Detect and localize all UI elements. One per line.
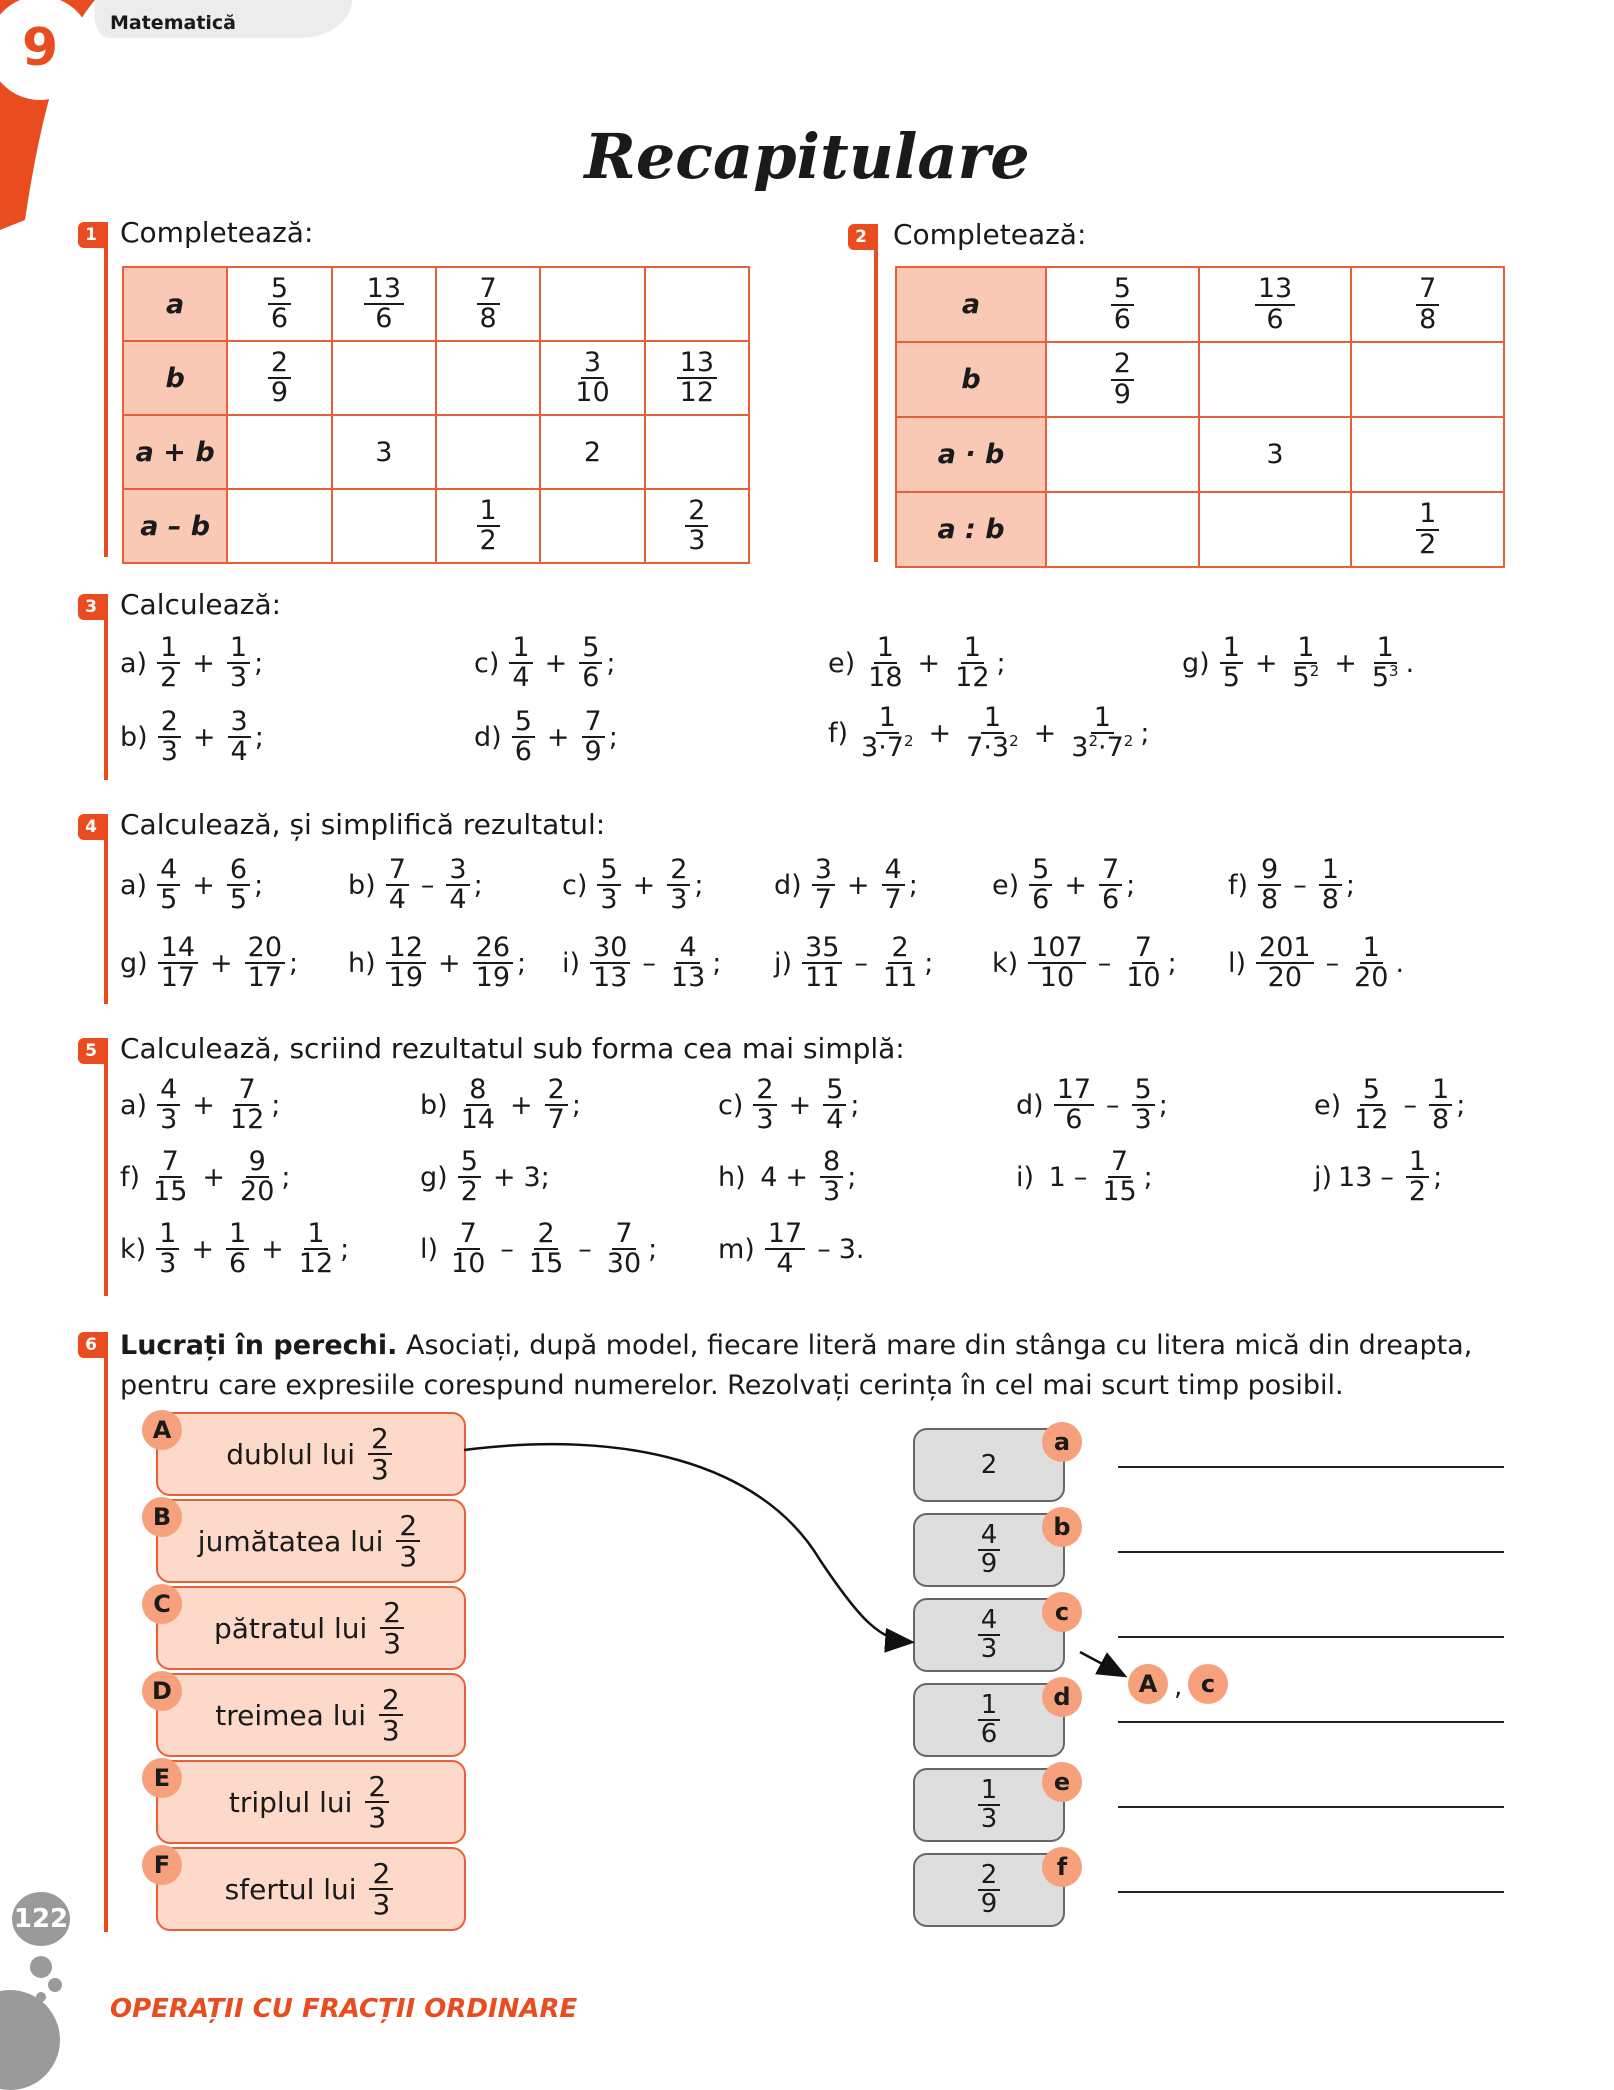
table-cell[interactable] (332, 341, 436, 415)
row-header: a · b (896, 417, 1046, 492)
exercise-bar (104, 1332, 108, 1932)
ex3-g: g) 1 5 + $\frac{1}{5^2}$ + $\frac{1}{5^3}$ . (1182, 632, 1415, 694)
table-cell[interactable] (645, 415, 749, 489)
table-cell[interactable] (1351, 417, 1504, 492)
table-cell[interactable]: $\frac{13}{6}$ (1199, 267, 1352, 342)
table-row (123, 489, 749, 563)
footer-dot (30, 1956, 52, 1978)
letter-badge: C (142, 1584, 182, 1624)
ex3-f: f) 1 $3\cdot 7^2$ + $\frac{1}{7\cdot 3^2}$ + $\frac{1}{3^2\cdot 7^2}$ ; (828, 702, 1150, 764)
example-separator: , (1174, 1672, 1183, 1702)
table-cell[interactable]: $\frac{7}{8}$ (1351, 267, 1504, 342)
ex5-a: a) 4 3 + $\frac{7}{12}$ ; (120, 1074, 281, 1136)
expression-box[interactable]: treimea lui 2 3 (156, 1673, 466, 1757)
table-row (896, 267, 1504, 342)
table-cell[interactable] (1199, 342, 1352, 417)
ex5-d: d) 17 6 – 5 3 ; (1016, 1074, 1168, 1136)
table-cell[interactable] (1046, 417, 1199, 492)
ex5-b: b) 8 14 + $\frac{2}{7}$ ; (420, 1074, 581, 1136)
ex3-b: b) 2 3 + $\frac{3}{4}$ ; (120, 706, 264, 768)
table-cell[interactable]: $\frac{13}{6}$ (332, 267, 436, 341)
ex5-g: g) 5 2 + 3; (420, 1146, 550, 1208)
table-cell[interactable]: $\frac{1}{2}$ (1351, 492, 1504, 567)
exercise-bar (104, 1038, 108, 1296)
table-cell[interactable] (227, 415, 331, 489)
row-header: b (896, 342, 1046, 417)
table-cell[interactable] (540, 267, 644, 341)
value-box[interactable]: 2 9 (913, 1853, 1065, 1927)
ex4-f: f) 9 8 – 1 8 ; (1228, 854, 1356, 916)
table-cell[interactable]: $\frac{2}{9}$ (227, 341, 331, 415)
value-box[interactable]: 1 3 (913, 1768, 1065, 1842)
exercise-bar (874, 224, 878, 562)
table-cell[interactable] (1351, 342, 1504, 417)
letter-badge: E (142, 1758, 182, 1798)
ex5-f: f) 7 15 + $\frac{9}{20}$ ; (120, 1146, 291, 1208)
footer-dot (48, 1978, 62, 1992)
table-row (123, 267, 749, 341)
answer-line[interactable] (1118, 1806, 1504, 1808)
table-cell[interactable] (1199, 492, 1352, 567)
row-header: a – b (123, 489, 227, 563)
table-cell[interactable]: $\frac{1}{2}$ (436, 489, 540, 563)
row-header: a (123, 267, 227, 341)
table-cell[interactable]: $\frac{7}{8}$ (436, 267, 540, 341)
ex3-e: e) 1 18 + $\frac{1}{12}$ ; (828, 632, 1006, 694)
exercise-title: Calculează, scriind rezultatul sub forma cea mai simplă: (120, 1032, 905, 1065)
table-a-times-div-b (895, 266, 1505, 568)
expression-box[interactable]: dublul lui 2 3 (156, 1412, 466, 1496)
table-cell[interactable]: 2 (540, 415, 644, 489)
value-box[interactable]: 4 9 (913, 1513, 1065, 1587)
exercise-bar (104, 222, 108, 557)
exercise-number: 5 (78, 1038, 104, 1064)
ex4-a: a) 4 5 + $\frac{6}{5}$ ; (120, 854, 264, 916)
ex5-l: l) 7 10 – 2 15 – 7 30 ; (420, 1218, 658, 1280)
example-lower-letter: c (1188, 1664, 1228, 1704)
row-header: b (123, 341, 227, 415)
ex4-j: j) 35 11 – 2 11 ; (774, 932, 934, 994)
letter-badge: D (142, 1671, 182, 1711)
ex5-h: h) 4 + $\frac{8}{3}$ ; (718, 1146, 857, 1208)
table-cell[interactable] (1046, 492, 1199, 567)
exercise-title: Calculează: (120, 588, 282, 621)
exercise-number: 2 (848, 224, 874, 250)
expression-box[interactable]: sfertul lui 2 3 (156, 1847, 466, 1931)
exercise-title: Completează: (120, 216, 314, 249)
exercise-title: Calculează, și simplifică rezultatul: (120, 808, 606, 841)
letter-badge: b (1042, 1507, 1082, 1547)
expression-box[interactable]: jumătatea lui 2 3 (156, 1499, 466, 1583)
exercise-number: 1 (78, 222, 104, 248)
value-box[interactable]: 1 6 (913, 1683, 1065, 1757)
answer-line[interactable] (1118, 1891, 1504, 1893)
table-cell[interactable] (332, 489, 436, 563)
expression-box[interactable]: triplul lui 2 3 (156, 1760, 466, 1844)
subject-label: Matematică (110, 12, 236, 34)
table-cell[interactable]: $\frac{5}{6}$ (227, 267, 331, 341)
row-header: a : b (896, 492, 1046, 567)
letter-badge: f (1042, 1847, 1082, 1887)
table-cell[interactable]: 3 (332, 415, 436, 489)
footer-shape (0, 1990, 60, 2090)
exercise-bar (104, 814, 108, 1004)
ex4-h: h) 12 19 + $\frac{26}{19}$ ; (348, 932, 527, 994)
footer-chapter: OPERAȚII CU FRACȚII ORDINARE (110, 1994, 578, 2024)
ex4-g: g) 14 17 + $\frac{20}{17}$ ; (120, 932, 299, 994)
page-number-badge: 122 (12, 1892, 70, 1946)
ex5-i: i) 1 – 7 15 ; (1016, 1146, 1153, 1208)
row-header: a + b (123, 415, 227, 489)
expression-box[interactable]: pătratul lui 2 3 (156, 1586, 466, 1670)
answer-line[interactable] (1118, 1551, 1504, 1553)
exercise-title: Completează: (893, 218, 1087, 251)
ex4-i: i) 30 13 – 4 13 ; (562, 932, 722, 994)
letter-badge: c (1042, 1592, 1082, 1632)
ex3-c: c) 1 4 + $\frac{5}{6}$ ; (474, 632, 616, 694)
ex5-m: m) 17 4 – 3. (718, 1218, 865, 1280)
ex4-l: l) 201 20 – 1 20 . (1228, 932, 1405, 994)
table-row (123, 415, 749, 489)
answer-line[interactable] (1118, 1636, 1504, 1638)
page-title: Recapitulare (584, 120, 1030, 193)
ex5-c: c) 2 3 + $\frac{5}{4}$ ; (718, 1074, 860, 1136)
table-cell[interactable]: $\frac{3}{10}$ (540, 341, 644, 415)
chapter-number: 9 (22, 18, 59, 78)
exercise-number: 6 (78, 1332, 104, 1358)
ex4-e: e) 5 6 + $\frac{7}{6}$ ; (992, 854, 1136, 916)
row-header: a (896, 267, 1046, 342)
value-box[interactable]: 2 (913, 1428, 1065, 1502)
letter-badge: A (142, 1410, 182, 1450)
value-box[interactable]: 4 3 (913, 1598, 1065, 1672)
example-upper-letter: A (1128, 1664, 1168, 1704)
ex6-instructions: Lucrați în perechi. Asociați, după model, fiecare literă mare din stânga cu litera mică din dreapta, pentru care expresiile corespund numerelor. Rezolvați cerința în cel mai scurt timp posibil. (120, 1330, 1473, 1401)
ex5-j: j) 13 – 1 2 ; (1314, 1146, 1443, 1208)
letter-badge: d (1042, 1677, 1082, 1717)
table-cell[interactable] (436, 415, 540, 489)
table-cell[interactable]: $\frac{5}{6}$ (1046, 267, 1199, 342)
ex5-e: e) 5 12 – 1 8 ; (1314, 1074, 1466, 1136)
answer-line[interactable] (1118, 1466, 1504, 1468)
table-cell[interactable]: $\frac{2}{3}$ (645, 489, 749, 563)
letter-badge: e (1042, 1762, 1082, 1802)
table-row (896, 342, 1504, 417)
letter-badge: F (142, 1845, 182, 1885)
ex5-k: k) 1 3 + $\frac{1}{6}$ + $\frac{1}{12}$ ; (120, 1218, 350, 1280)
exercise-number: 3 (78, 594, 104, 620)
table-row (896, 492, 1504, 567)
table-cell[interactable] (227, 489, 331, 563)
answer-line[interactable] (1118, 1721, 1504, 1723)
table-cell[interactable]: $\frac{2}{9}$ (1046, 342, 1199, 417)
ex4-b: b) 7 4 – 3 4 ; (348, 854, 483, 916)
table-cell[interactable] (540, 489, 644, 563)
table-a-plus-minus-b (122, 266, 750, 564)
ex4-k: k) 107 10 – 7 10 ; (992, 932, 1177, 994)
table-cell[interactable]: $\frac{13}{12}$ (645, 341, 749, 415)
table-cell[interactable] (645, 267, 749, 341)
ex4-c: c) 5 3 + $\frac{2}{3}$ ; (562, 854, 704, 916)
table-row (123, 341, 749, 415)
ex3-d: d) 5 6 + $\frac{7}{9}$ ; (474, 706, 618, 768)
table-cell[interactable]: 3 (1199, 417, 1352, 492)
ex4-d: d) 3 7 + $\frac{4}{7}$ ; (774, 854, 918, 916)
table-cell[interactable] (436, 341, 540, 415)
exercise-number: 4 (78, 814, 104, 840)
exercise-bar (104, 594, 108, 780)
letter-badge: a (1042, 1422, 1082, 1462)
table-row (896, 417, 1504, 492)
letter-badge: B (142, 1497, 182, 1537)
ex3-a: a) 1 2 + $\frac{1}{3}$ ; (120, 632, 264, 694)
